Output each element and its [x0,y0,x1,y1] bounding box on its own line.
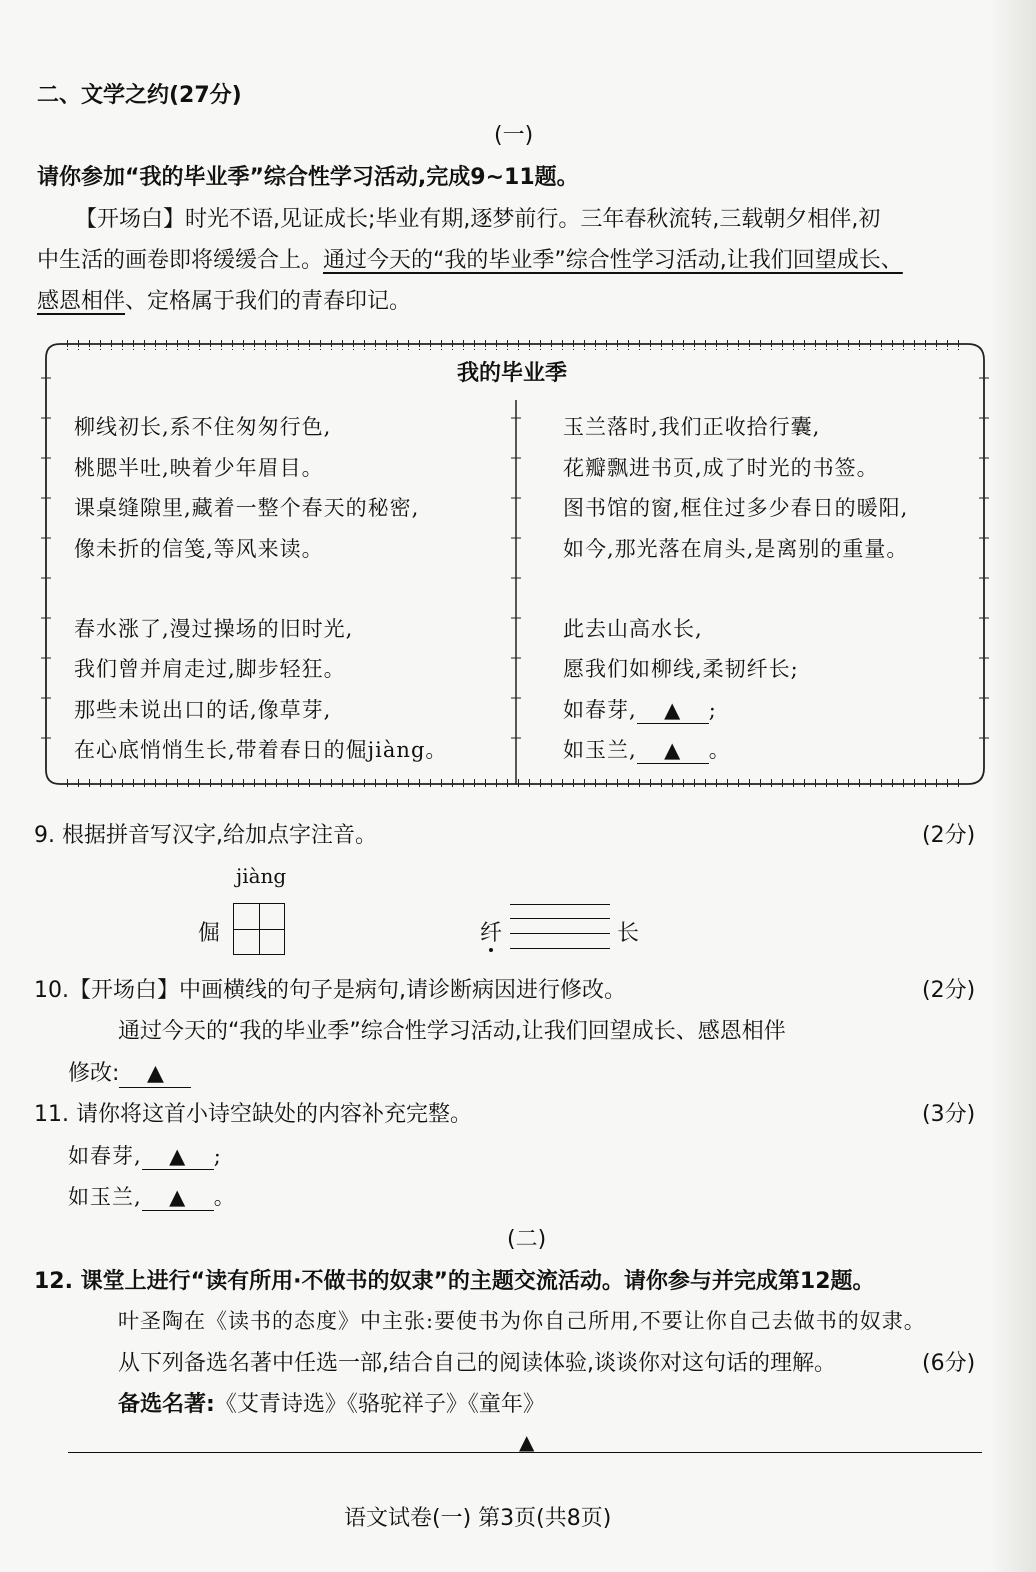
q11-line-2 [68,1181,236,1211]
poem-right-line-3: 图书馆的窗,框住过多少春日的暖阳, [563,496,909,520]
intro-line-3-plain: 、定格属于我们的青春印记。 [125,289,412,314]
poem-right-line-8 [563,734,731,764]
poem-left-line-2: 桃腮半吐,映着少年眉目。 [74,456,324,480]
q12-books-label: 备选名著: [118,1392,215,1417]
page-edge-shadow [990,0,1036,1572]
q9-box-horizontal-guide [234,929,284,930]
poem-left-line-7: 那些未说出口的话,像草芽, [74,698,332,722]
q9-dotted-char: 纤 [480,921,503,946]
poem-blank-2[interactable]: ▲ [637,740,709,764]
part1-label: (一) [494,123,534,148]
intro-underlined-sentence-a: 通过今天的“我的毕业季”综合性学习活动,让我们回望成长、 [323,248,903,273]
intro-line-1: 【开场白】时光不语,见证成长;毕业有期,逐梦前行。三年春秋流转,三载朝夕相伴,初 [75,207,881,232]
intro-line-2-plain: 中生活的画卷即将缓缓合上。 [37,248,324,273]
poem-right-line-6: 愿我们如柳线,柔韧纤长; [563,657,799,681]
q10-answer-blank[interactable]: ▲ [119,1063,191,1088]
section-title: 二、文学之约(27分) [37,83,242,108]
q11-line-1 [68,1140,222,1170]
poem-blank-label-spring: 如春芽, [563,698,637,722]
q12-quote: 叶圣陶在《读书的态度》中主张:要使书为你自己所用,不要让你自己去做书的奴隶。 [118,1309,926,1333]
q12-books-list: 《艾青诗选》《骆驼祥子》《童年》 [214,1392,545,1417]
q9-char-chang: 长 [617,921,640,946]
q10-score: (2分) [922,978,976,1003]
q10-text: 10.【开场白】中画横线的句子是病句,请诊断病因进行修改。 [34,978,626,1003]
q12-task: 从下列备选名著中任选一部,结合自己的阅读体验,谈谈你对这句话的理解。 [118,1351,836,1376]
q9-char-jue: 倔 [198,921,221,946]
q10-fix-label: 修改: [68,1061,120,1086]
poem-left-line-5: 春水涨了,漫过操场的旧时光, [74,617,354,641]
poem-right-line-7 [563,694,717,724]
poem-left-line-8: 在心底悄悄生长,带着春日的倔jiàng。 [74,738,448,762]
poem-title: 我的毕业季 [457,361,568,386]
poem-right-line-1: 玉兰落时,我们正收拾行囊, [563,415,821,439]
q11-line-1-label: 如春芽, [68,1144,142,1168]
q9-answer-box[interactable] [233,903,285,955]
q12-answer-line[interactable] [68,1452,982,1453]
poem-right-line-5: 此去山高水长, [563,617,703,641]
q11-line-1-end: ; [213,1144,222,1168]
intro-underlined-sentence-b: 感恩相伴 [37,289,126,314]
q9-text: 9. 根据拼音写汉字,给加点字注音。 [34,823,377,848]
poem-line-8-end: 。 [708,738,731,762]
intro-line-3 [37,284,411,315]
intro-line-2 [37,243,903,274]
q12-score: (6分) [922,1351,976,1376]
q9-char-xian [480,916,502,947]
poem-left-line-1: 柳线初长,系不住匆匆行色, [74,415,332,439]
q10-sentence: 通过今天的“我的毕业季”综合性学习活动,让我们回望成长、感恩相伴 [118,1019,786,1044]
part1-instruction: 请你参加“我的毕业季”综合性学习活动,完成9~11题。 [37,165,579,190]
q9-score: (2分) [922,823,976,848]
page-footer: 语文试卷(一) 第3页(共8页) [344,1506,612,1531]
poem-right-line-2: 花瓣飘进书页,成了时光的书签。 [563,456,879,480]
poem-right-line-4: 如今,那光落在肩头,是离别的重量。 [563,537,909,561]
q11-line-2-label: 如玉兰, [68,1185,142,1209]
q9-pinyin: jiàng [236,864,287,888]
poem-line-7-end: ; [708,698,717,722]
q11-text: 11. 请你将这首小诗空缺处的内容补充完整。 [34,1102,472,1127]
q9-pinyin-lines[interactable] [510,904,610,950]
poem-left-line-6: 我们曾并肩走过,脚步轻狂。 [74,657,346,681]
q11-line-2-end: 。 [213,1185,236,1209]
part2-label: (二) [507,1227,547,1252]
poem-blank-1[interactable]: ▲ [637,700,709,724]
q10-fix-row [68,1056,191,1088]
poem-left-line-4: 像未折的信笺,等风来读。 [74,537,324,561]
q12-answer-mark: ▲ [519,1430,535,1454]
q12-books-row [118,1387,545,1418]
poem-blank-label-magnolia: 如玉兰, [563,738,637,762]
q12-text: 12. 课堂上进行“读有所用·不做书的奴隶”的主题交流活动。请你参与并完成第12题。 [34,1269,875,1294]
q11-score: (3分) [922,1102,976,1127]
q11-blank-2[interactable]: ▲ [142,1187,214,1211]
poem-left-line-3: 课桌缝隙里,藏着一整个春天的秘密, [74,496,420,520]
q11-blank-1[interactable]: ▲ [142,1146,214,1170]
